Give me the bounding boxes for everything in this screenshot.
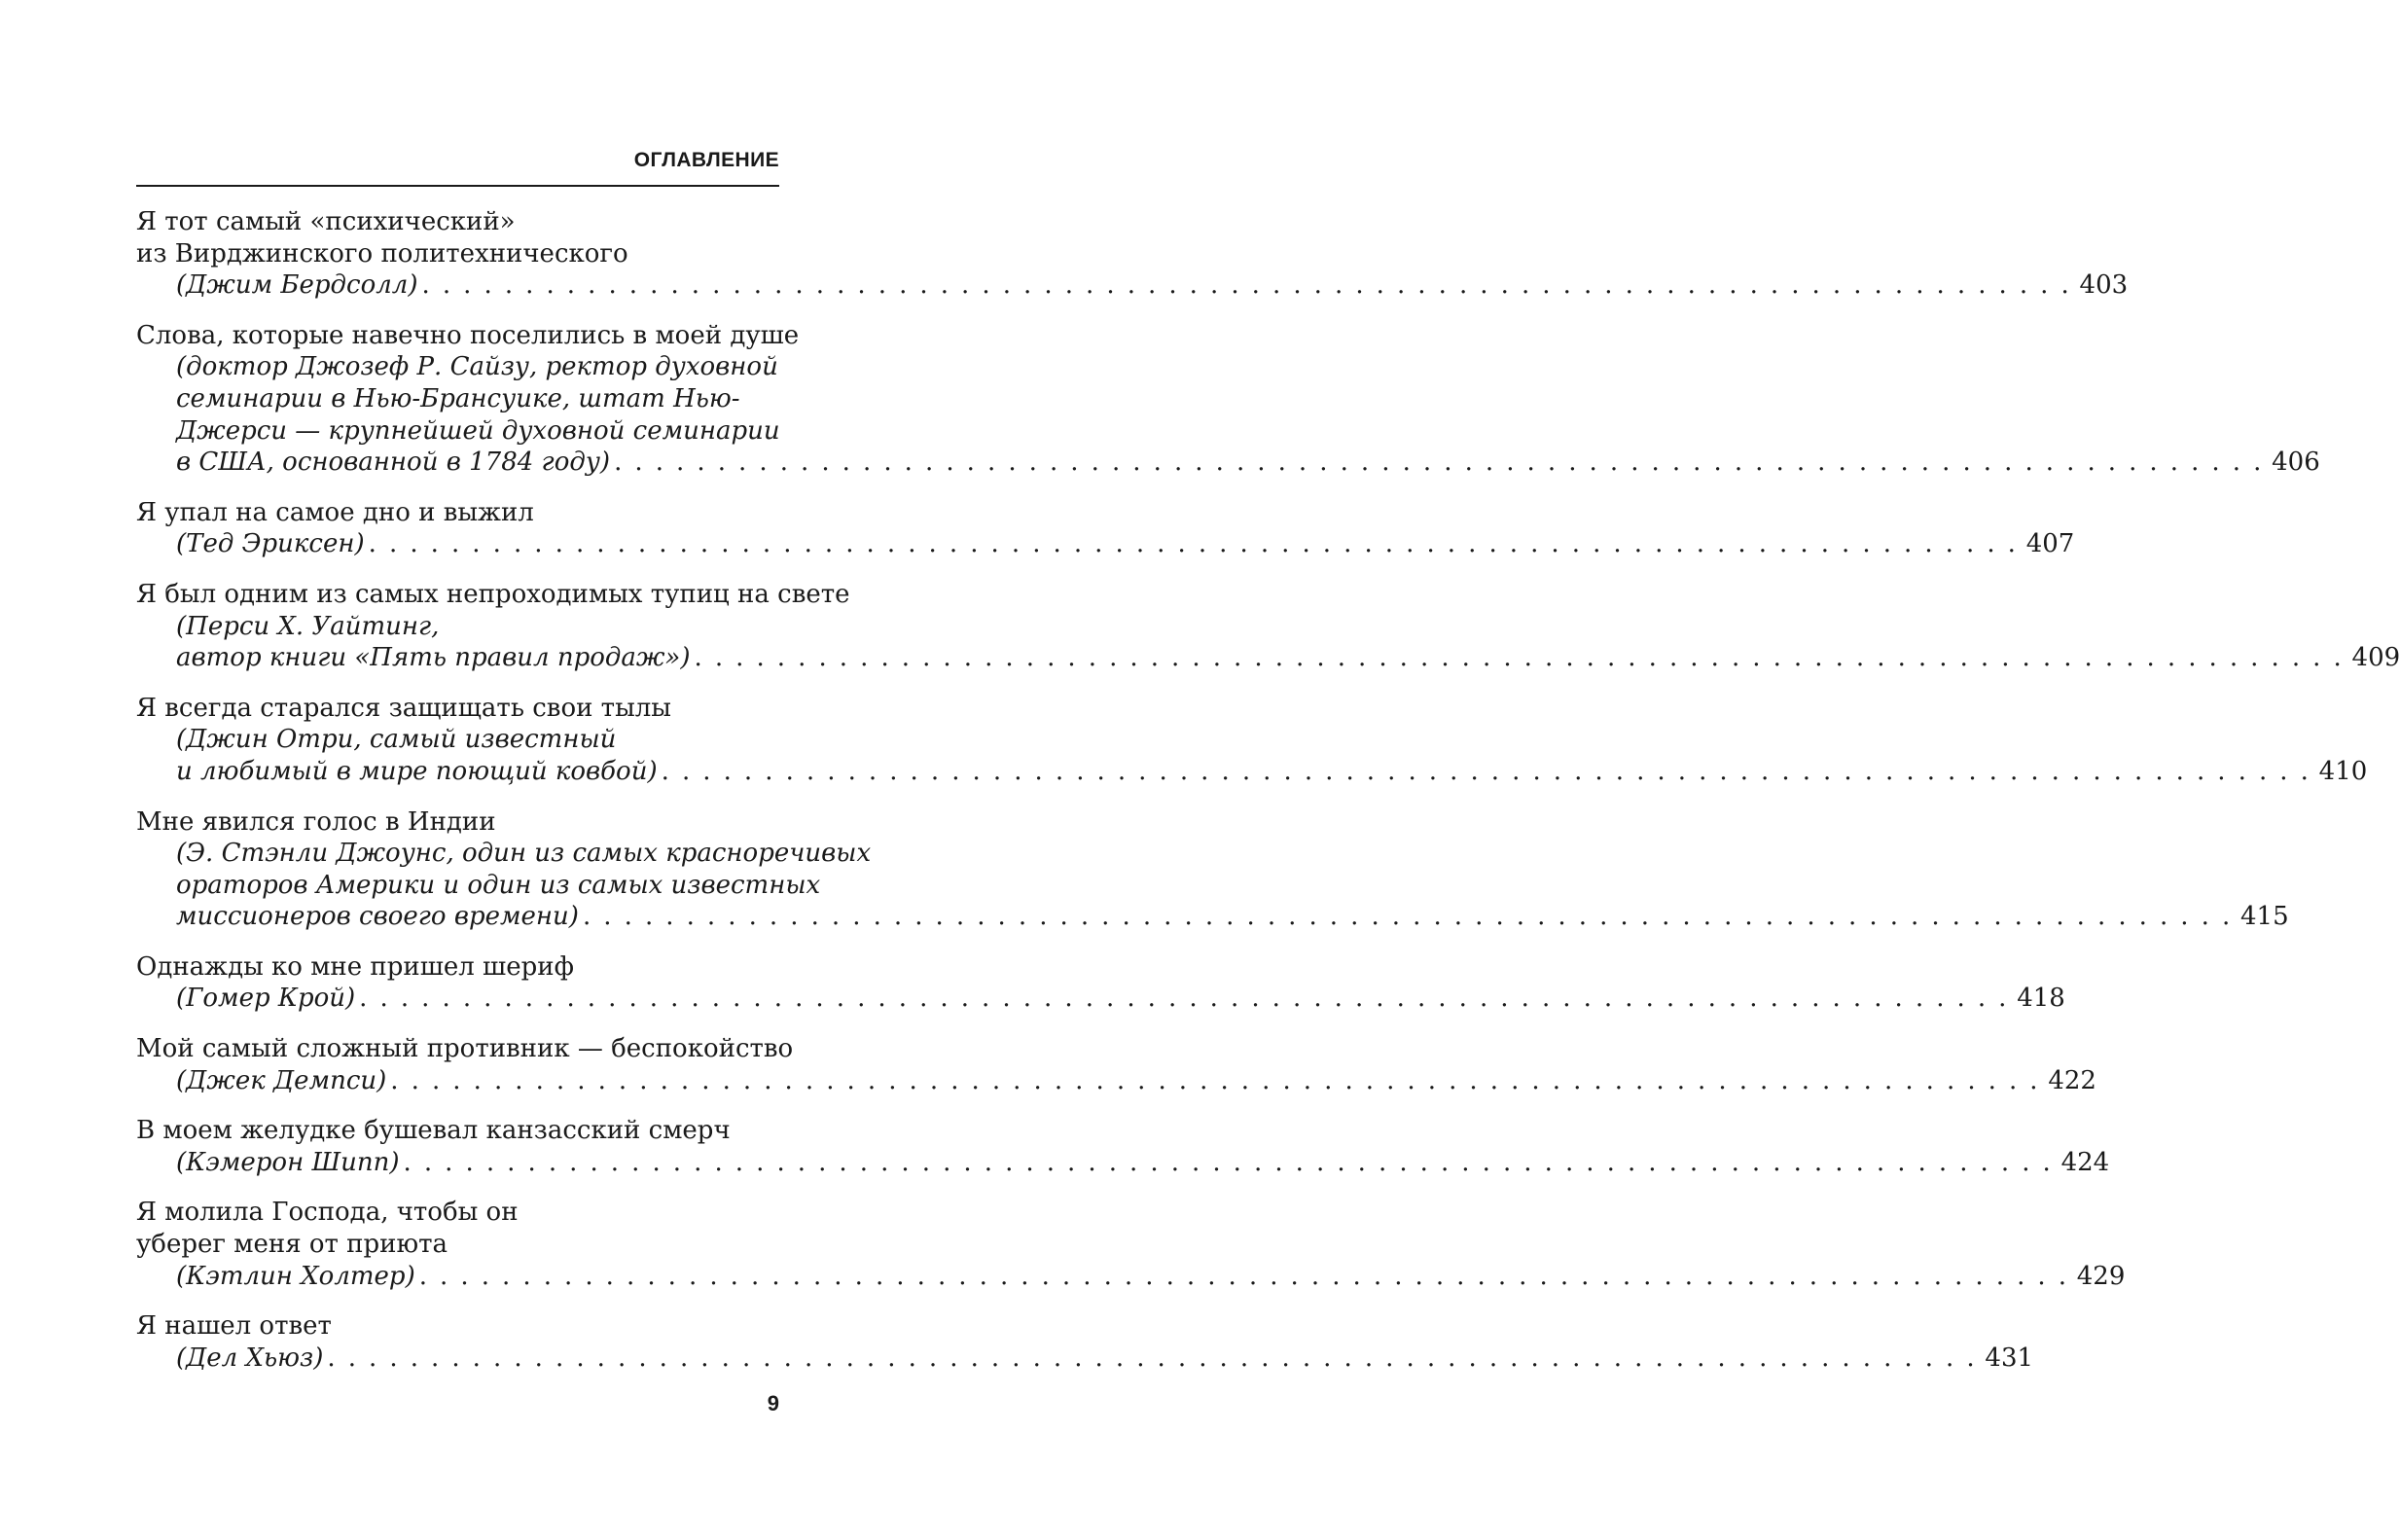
toc-entry-title: Я всегда старался защищать свои тылы: [136, 693, 671, 723]
toc-entry-author: миссионеров своего времени): [176, 902, 579, 932]
toc-entry-title: Я молила Господа, чтобы он: [136, 1198, 519, 1228]
toc-entry: [136, 951, 2065, 1015]
toc-entry-author: (Джек Демпси): [176, 1065, 387, 1095]
toc-entry-author: (Перси Х. Уайтинг,: [176, 611, 440, 641]
toc-page-number: 409: [2351, 643, 2400, 673]
toc-entry-author: автор книги «Пять правил продаж»): [176, 643, 691, 673]
page-number: 9: [767, 1391, 779, 1415]
toc-page-number: 418: [2017, 984, 2065, 1014]
toc-entry-last-line: [136, 1065, 2096, 1097]
toc-entry-author: (Дел Хьюз): [176, 1343, 324, 1373]
dot-leader: . . . . . . . . . . . . . . . . . . . . . . . . . . . . . . . . . . . . . . . . . . . . . . . . . . . . . . . . . . . . . . . . . . . . . . . . . . . . . . . .: [418, 1261, 2069, 1291]
toc-entry-last-line: [136, 269, 2129, 302]
toc-entry-author: (Кэмерон Шипп): [176, 1147, 400, 1177]
toc-entry-author: (Гомер Крой): [176, 984, 356, 1014]
dot-leader: . . . . . . . . . . . . . . . . . . . . . . . . . . . . . . . . . . . . . . . . . . . . . . . . . . . . . . . . . . . . . . . . . . . . . . . . . . . . . . . .: [694, 643, 2345, 673]
toc-entry-title: Я был одним из самых непроходимых тупиц на свете: [136, 579, 850, 609]
toc-entry: [136, 1310, 2034, 1374]
toc-entry-author: (Кэтлин Холтер): [176, 1261, 415, 1291]
toc-entry-author: семинарии в Нью-Брансуике, штат Нью-: [176, 383, 740, 413]
dot-leader: . . . . . . . . . . . . . . . . . . . . . . . . . . . . . . . . . . . . . . . . . . . . . . . . . . . . . . . . . . . . . . . . . . . . . . . . . . . . . . . .: [614, 448, 2264, 478]
toc-entry: [136, 579, 2400, 674]
toc-entry-author: (Джим Бердсолл): [176, 270, 418, 301]
toc-entry-title: Я тот самый «психический»: [136, 207, 516, 236]
toc-page-number: 403: [2079, 270, 2129, 301]
running-head: ОГЛАВЛЕНИЕ: [633, 149, 779, 171]
toc-entry: [136, 1115, 2110, 1178]
toc-entry-last-line: [136, 1261, 2126, 1293]
toc-entry-author: и любимый в мире поющий ковбой): [176, 756, 658, 786]
toc-entry-title: Я нашел ответ: [136, 1311, 332, 1342]
toc-page-number: 407: [2025, 529, 2075, 559]
toc-page-number: 429: [2076, 1261, 2126, 1291]
toc-entry-title: Мой самый сложный противник — беспокойство: [136, 1034, 794, 1064]
toc-entry-author: (Джин Отри, самый известный: [176, 725, 617, 755]
toc-entry-last-line: [136, 756, 2368, 788]
toc-entry-title: Однажды ко мне пришел шериф: [136, 951, 574, 982]
dot-leader: . . . . . . . . . . . . . . . . . . . . . . . . . . . . . . . . . . . . . . . . . . . . . . . . . . . . . . . . . . . . . . . . . . . . . . . . . . . . . . . .: [390, 1065, 2040, 1095]
toc-entry: [136, 693, 2368, 788]
toc-entry-last-line: [136, 528, 2075, 560]
toc-page-number: 410: [2318, 756, 2368, 786]
toc-entry-author: (доктор Джозеф Р. Сайзу, ректор духовной: [176, 352, 778, 382]
toc-entry: [136, 320, 2320, 479]
toc-page-number: 415: [2240, 902, 2289, 932]
toc-entry-author: ораторов Америки и один из самых известных: [176, 870, 821, 900]
dot-leader: . . . . . . . . . . . . . . . . . . . . . . . . . . . . . . . . . . . . . . . . . . . . . . . . . . . . . . . . . . . . . . . . . . . . . . . . . . . . . . . .: [368, 529, 2019, 559]
toc-entry-author: (Тед Эриксен): [176, 529, 365, 559]
dot-leader: . . . . . . . . . . . . . . . . . . . . . . . . . . . . . . . . . . . . . . . . . . . . . . . . . . . . . . . . . . . . . . . . . . . . . . . . . . . . . . . .: [421, 270, 2072, 301]
toc-entry-title: В моем желудке бушевал канзасский смерч: [136, 1116, 731, 1146]
book-page: [136, 0, 2400, 1540]
toc-entry: [136, 206, 2129, 302]
toc-entry: [136, 497, 2075, 560]
toc-page-number: 422: [2048, 1065, 2096, 1095]
toc-entry-author: (Э. Стэнли Джоунс, один из самых красноречивых: [176, 839, 872, 869]
toc-entry-last-line: [136, 901, 2289, 933]
dot-leader: . . . . . . . . . . . . . . . . . . . . . . . . . . . . . . . . . . . . . . . . . . . . . . . . . . . . . . . . . . . . . . . . . . . . . . . . . . . . . . . .: [582, 902, 2233, 932]
toc-entry-last-line: [136, 983, 2065, 1015]
toc-page-number: 431: [1985, 1343, 2034, 1373]
toc-entry-title: Я упал на самое дно и выжил: [136, 497, 534, 527]
toc-entry: [136, 806, 2289, 933]
dot-leader: . . . . . . . . . . . . . . . . . . . . . . . . . . . . . . . . . . . . . . . . . . . . . . . . . . . . . . . . . . . . . . . . . . . . . . . . . . . . . . . .: [661, 756, 2311, 786]
toc-page-number: 424: [2060, 1147, 2110, 1177]
header-rule: [136, 185, 779, 187]
table-of-contents: [136, 206, 2400, 1392]
toc-entry-last-line: [136, 1147, 2110, 1179]
toc-entry: [136, 1197, 2126, 1292]
dot-leader: . . . . . . . . . . . . . . . . . . . . . . . . . . . . . . . . . . . . . . . . . . . . . . . . . . . . . . . . . . . . . . . . . . . . . . . . . . . . . . . .: [327, 1343, 1978, 1373]
toc-page-number: 406: [2272, 448, 2320, 478]
toc-entry-title: из Вирджинского политехнического: [136, 238, 628, 269]
toc-entry-last-line: [136, 642, 2400, 674]
toc-entry-author: Джерси — крупнейшей духовной семинарии: [176, 415, 780, 446]
toc-entry-title: уберег меня от приюта: [136, 1230, 448, 1260]
dot-leader: . . . . . . . . . . . . . . . . . . . . . . . . . . . . . . . . . . . . . . . . . . . . . . . . . . . . . . . . . . . . . . . . . . . . . . . . . . . . . . . .: [359, 984, 2009, 1014]
toc-entry: [136, 1033, 2096, 1096]
toc-entry-last-line: [136, 447, 2320, 479]
toc-entry-last-line: [136, 1343, 2034, 1375]
toc-entry-title: Слова, которые навечно поселились в моей душе: [136, 320, 800, 350]
toc-entry-author: в США, основанной в 1784 году): [176, 448, 611, 478]
toc-entry-title: Мне явился голос в Индии: [136, 806, 496, 837]
dot-leader: . . . . . . . . . . . . . . . . . . . . . . . . . . . . . . . . . . . . . . . . . . . . . . . . . . . . . . . . . . . . . . . . . . . . . . . . . . . . . . . .: [403, 1147, 2054, 1177]
